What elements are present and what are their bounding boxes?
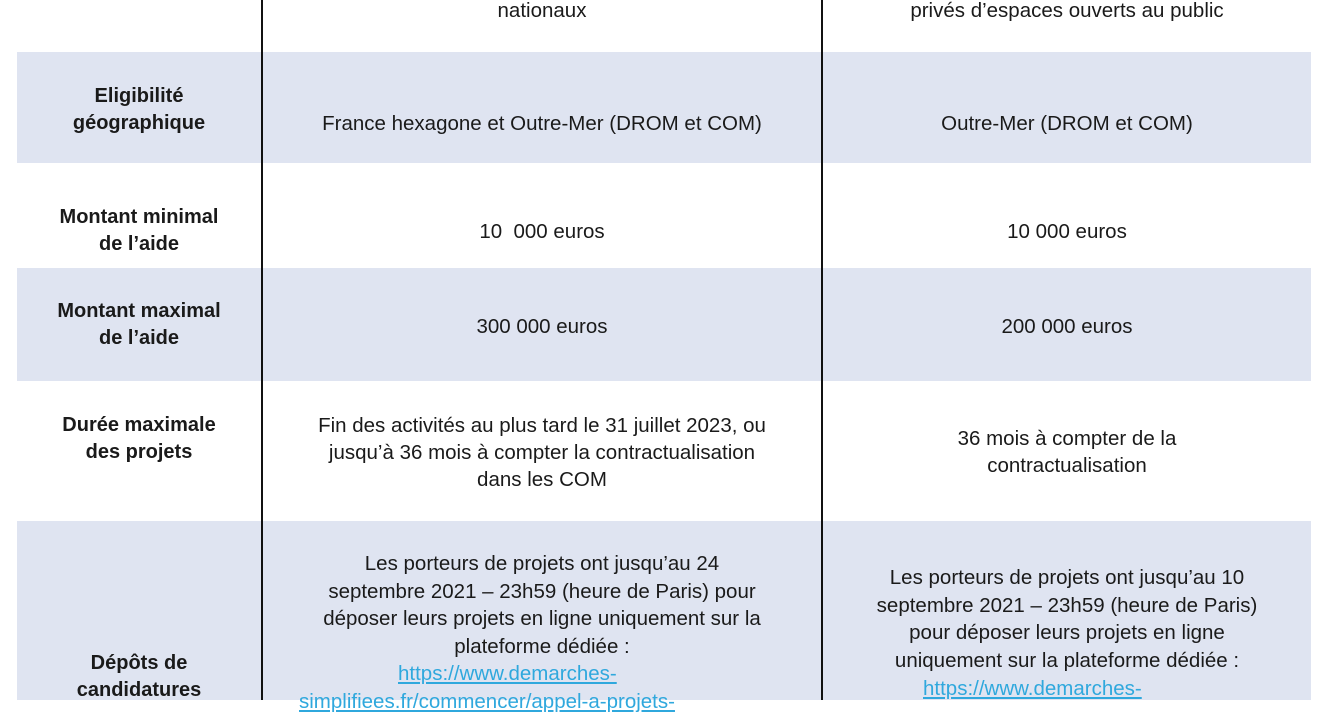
duration-col1-line: jusqu’à 36 mois à compter la contractualisation (328, 441, 756, 464)
duration-label-line: des projets (85, 441, 193, 463)
min-amount-label-line: de l’aide (98, 233, 180, 255)
eligibility-label-line: Eligibilité (94, 85, 184, 107)
max-amount-col1-text: 300 000 euros (476, 314, 608, 338)
duration-label-line: Durée maximale (62, 414, 216, 436)
max-amount-label-line: de l’aide (98, 327, 180, 349)
submissions-col2-line: septembre 2021 – 23h59 (heure de Paris) (876, 593, 1258, 617)
top-row-col2 (823, 0, 1311, 24)
duration-col2-line: 36 mois à compter de la (957, 427, 1177, 450)
min-amount-col1-text: 10 000 euros (479, 219, 605, 243)
submissions-col2-line: uniquement sur la plateforme dédiée : (894, 648, 1240, 672)
submissions-col1-link[interactable]: https://www.demarches- (398, 662, 617, 685)
max-amount-col1 (263, 311, 821, 341)
duration-col1 (263, 411, 821, 494)
submissions-label-line: Dépôts de (90, 652, 188, 674)
min-amount-col2 (823, 216, 1311, 246)
eligibility-label (17, 82, 261, 138)
duration-label (17, 411, 261, 467)
min-amount-label (17, 203, 261, 259)
max-amount-col2 (823, 311, 1311, 341)
eligibility-label-line: géographique (72, 112, 206, 134)
eligibility-col1 (263, 108, 821, 138)
max-amount-label-line: Montant maximal (57, 300, 221, 322)
top-row-col1 (263, 0, 821, 24)
submissions-col2-line: pour déposer leurs projets en ligne (909, 621, 1225, 644)
min-amount-label-line: Montant minimal (59, 206, 219, 228)
submissions-col2-link[interactable]: https://www.demarches- (923, 677, 1142, 700)
min-amount-col1 (263, 216, 821, 246)
eligibility-col1-text: France hexagone et Outre-Mer (DROM et COM) (322, 111, 762, 135)
submissions-col1-line: déposer leurs projets en ligne uniquement sur la (323, 607, 761, 630)
duration-col2 (823, 424, 1311, 480)
submissions-col1-line: Les porteurs de projets ont jusqu’au 24 (364, 552, 720, 575)
max-amount-col2-text: 200 000 euros (1001, 314, 1133, 338)
submissions-col1 (263, 550, 821, 660)
submissions-col2-line: Les porteurs de projets ont jusqu’au 10 (889, 566, 1245, 589)
submissions-label (17, 649, 261, 705)
top-row-col2-text: privés d’espaces ouverts au public (910, 0, 1224, 22)
top-row-col1-text: nationaux (497, 0, 587, 22)
max-amount-label (17, 297, 261, 353)
duration-col2-line: contractualisation (987, 454, 1147, 477)
submissions-col2 (823, 564, 1311, 674)
duration-col1-line: dans les COM (477, 468, 607, 491)
submissions-col1-line: plateforme dédiée : (454, 634, 630, 658)
eligibility-col2-text: Outre-Mer (DROM et COM) (941, 111, 1193, 135)
submissions-col1-link[interactable]: simplifiees.fr/commencer/appel-a-projets- (299, 690, 675, 713)
eligibility-col2 (823, 108, 1311, 138)
duration-col1-line: Fin des activités au plus tard le 31 juillet 2023, ou (318, 414, 766, 437)
min-amount-col2-text: 10 000 euros (1007, 219, 1127, 243)
submissions-label-line: candidatures (76, 679, 202, 701)
submissions-col1-line: septembre 2021 – 23h59 (heure de Paris) pour (328, 579, 756, 603)
